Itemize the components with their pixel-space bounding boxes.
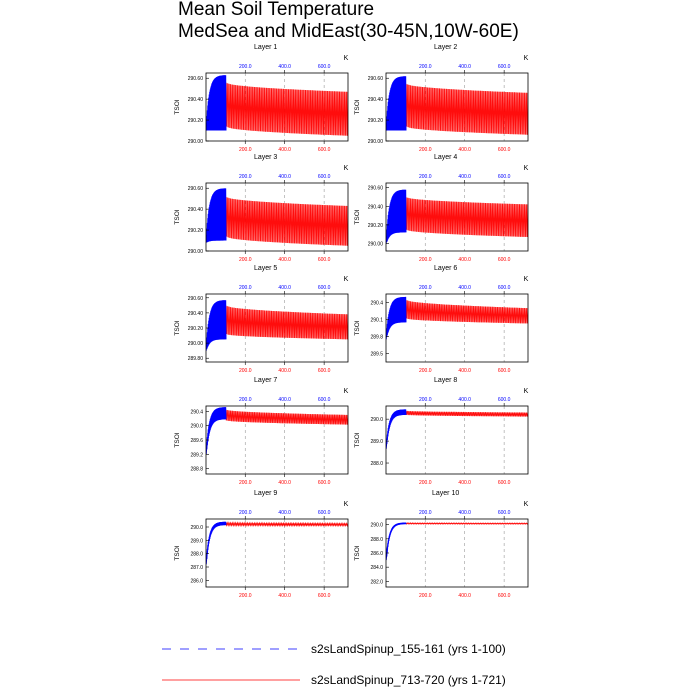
panel-title: Layer 9 (253, 490, 278, 497)
top-tick-label: 200.0 (238, 397, 252, 403)
top-tick-label: 400.0 (278, 285, 291, 291)
top-tick-label: 200.0 (418, 397, 432, 403)
top-tick-label: 600.0 (317, 285, 331, 291)
y-tick-label: 290.0 (370, 522, 383, 529)
y-axis-label: TSOI (174, 99, 181, 115)
y-tick-label: 290.40 (187, 97, 203, 104)
y-tick-label: 290.00 (367, 139, 383, 145)
bottom-tick-label: 600.0 (317, 593, 331, 599)
panel-7 (174, 377, 349, 486)
y-tick-label: 288.0 (370, 461, 383, 468)
y-axis-label: TSOI (174, 209, 181, 225)
y-tick-label: 289.8 (370, 334, 383, 341)
y-tick-label: 290.60 (187, 295, 203, 302)
unit-label: K (523, 276, 529, 283)
top-tick-label: 400.0 (278, 64, 291, 70)
panel-2 (354, 44, 529, 153)
y-tick-label: 290.60 (187, 186, 203, 193)
y-tick-label: 290.00 (367, 241, 383, 248)
top-tick-label: 400.0 (278, 397, 291, 403)
y-tick-label: 290.60 (187, 76, 203, 83)
y-axis-label: TSOI (174, 320, 181, 336)
unit-label: K (523, 165, 529, 172)
bottom-tick-label: 400.0 (458, 257, 471, 263)
panels-layer (174, 44, 529, 599)
panel-title: Layer 6 (433, 265, 458, 272)
bottom-tick-label: 400.0 (458, 368, 471, 374)
unit-label: K (343, 165, 349, 172)
top-tick-label: 400.0 (458, 174, 471, 180)
panel-title: Layer 1 (253, 44, 278, 51)
panel-5 (174, 265, 349, 374)
panel-title: Layer 10 (432, 490, 460, 497)
top-tick-label: 200.0 (238, 510, 252, 516)
top-tick-label: 400.0 (458, 64, 471, 70)
y-tick-label: 290.4 (190, 409, 203, 416)
y-axis-label: TSOI (354, 209, 361, 225)
panel-6 (354, 265, 529, 374)
top-tick-label: 400.0 (458, 510, 471, 516)
y-axis-label: TSOI (354, 432, 361, 448)
top-tick-label: 200.0 (238, 174, 252, 180)
top-tick-label: 200.0 (418, 64, 432, 70)
panel-title: Layer 7 (253, 377, 278, 384)
bottom-tick-label: 600.0 (317, 257, 331, 263)
y-tick-label: 288.8 (190, 466, 203, 473)
top-tick-label: 600.0 (317, 510, 331, 516)
y-axis-label: TSOI (354, 545, 361, 561)
panel-title: Layer 4 (433, 154, 458, 161)
top-tick-label: 200.0 (418, 174, 432, 180)
top-tick-label: 600.0 (497, 64, 511, 70)
bottom-tick-label: 200.0 (418, 147, 432, 153)
bottom-tick-label: 400.0 (458, 480, 471, 486)
series-run2-band (406, 411, 528, 417)
y-axis-label: TSOI (174, 432, 181, 448)
legend-item-1 (162, 642, 506, 656)
y-tick-label: 290.1 (370, 317, 383, 324)
panel-title: Layer 8 (433, 377, 458, 384)
y-tick-label: 290.20 (187, 118, 203, 125)
series-run2-band (226, 305, 348, 339)
series-run2-band (226, 410, 348, 425)
y-tick-label: 290.40 (187, 310, 203, 317)
bottom-tick-label: 200.0 (418, 368, 432, 374)
series-run1-band (386, 190, 406, 244)
y-tick-label: 289.80 (187, 356, 203, 363)
plot-area (206, 183, 349, 251)
y-tick-label: 290.00 (187, 139, 203, 145)
top-tick-label: 400.0 (458, 397, 471, 403)
y-tick-label: 290.40 (367, 97, 383, 104)
bottom-tick-label: 200.0 (418, 593, 432, 599)
panel-3 (174, 154, 349, 263)
bottom-tick-label: 600.0 (497, 593, 511, 599)
y-tick-label: 288.0 (190, 551, 203, 558)
bottom-tick-label: 200.0 (238, 480, 252, 486)
y-tick-label: 290.4 (370, 300, 383, 307)
bottom-tick-label: 600.0 (317, 480, 331, 486)
bottom-tick-label: 600.0 (317, 368, 331, 374)
y-tick-label: 290.00 (187, 341, 203, 348)
panel-8 (354, 377, 529, 486)
plot-area (386, 294, 529, 362)
bottom-tick-label: 400.0 (278, 593, 291, 599)
y-tick-label: 287.0 (190, 565, 203, 571)
y-tick-label: 290.40 (367, 204, 383, 211)
y-tick-label: 288.0 (370, 536, 383, 543)
legend-label: s2sLandSpinup_155-161 (yrs 1-100) (311, 642, 506, 656)
bottom-tick-label: 200.0 (418, 480, 432, 486)
panel-10 (354, 490, 529, 599)
plot-area (386, 406, 529, 474)
bottom-tick-label: 600.0 (497, 480, 511, 486)
legend-item-2 (162, 673, 506, 687)
panel-1 (174, 44, 349, 153)
unit-label: K (343, 501, 349, 508)
unit-label: K (343, 276, 349, 283)
y-tick-label: 290.20 (367, 222, 383, 229)
plot-area (386, 519, 529, 587)
series-run2-band (226, 197, 348, 246)
bottom-tick-label: 200.0 (418, 257, 432, 263)
y-tick-label: 290.40 (187, 207, 203, 214)
top-tick-label: 600.0 (317, 397, 331, 403)
series-run2-band (406, 83, 528, 134)
unit-label: K (523, 55, 529, 62)
series-run1 (206, 522, 226, 565)
series-run1-band (386, 76, 406, 130)
series-run2-band (406, 300, 528, 324)
y-tick-label: 289.0 (190, 538, 203, 545)
y-tick-label: 290.60 (367, 185, 383, 192)
series-run1 (386, 523, 406, 560)
bottom-tick-label: 200.0 (238, 593, 252, 599)
bottom-tick-label: 600.0 (497, 368, 511, 374)
top-tick-label: 600.0 (317, 64, 331, 70)
bottom-tick-label: 400.0 (278, 480, 291, 486)
plot-area (206, 519, 349, 587)
chart-title-line1: Mean Soil Temperature (178, 0, 375, 20)
y-tick-label: 290.20 (187, 326, 203, 332)
legend (162, 642, 506, 687)
top-tick-label: 200.0 (238, 64, 252, 70)
y-tick-label: 289.2 (190, 452, 203, 459)
top-tick-label: 400.0 (458, 285, 471, 291)
unit-label: K (523, 501, 529, 508)
unit-label: K (343, 388, 349, 395)
bottom-tick-label: 200.0 (238, 257, 252, 263)
bottom-tick-label: 200.0 (238, 147, 252, 153)
plot-frame (386, 519, 528, 587)
top-tick-label: 200.0 (418, 285, 432, 291)
bottom-tick-label: 400.0 (278, 147, 291, 153)
series-run2-band (406, 197, 528, 237)
top-tick-label: 200.0 (238, 285, 252, 291)
top-tick-label: 600.0 (497, 510, 511, 516)
legend-label: s2sLandSpinup_713-720 (yrs 1-721) (311, 673, 506, 687)
bottom-tick-label: 600.0 (317, 147, 331, 153)
y-axis-label: TSOI (354, 320, 361, 336)
y-tick-label: 284.0 (370, 565, 383, 572)
y-tick-label: 286.0 (370, 551, 383, 557)
bottom-tick-label: 600.0 (497, 147, 511, 153)
y-tick-label: 289.5 (370, 351, 383, 358)
plot-area (386, 183, 529, 251)
unit-label: K (523, 388, 529, 395)
series-run1-band (206, 407, 226, 454)
panel-9 (174, 490, 349, 599)
y-tick-label: 282.0 (370, 579, 383, 586)
series-run1-band (206, 188, 226, 242)
top-tick-label: 400.0 (278, 174, 291, 180)
y-tick-label: 290.0 (370, 417, 383, 424)
series-run2-band (226, 82, 348, 135)
y-tick-label: 290.20 (367, 118, 383, 125)
unit-label: K (343, 55, 349, 62)
plot-frame (206, 519, 348, 587)
top-tick-label: 200.0 (418, 510, 432, 516)
y-tick-label: 290.60 (367, 76, 383, 83)
top-tick-label: 600.0 (497, 174, 511, 180)
y-tick-label: 290.20 (187, 228, 203, 235)
y-tick-label: 289.0 (370, 439, 383, 446)
bottom-tick-label: 400.0 (458, 593, 471, 599)
y-tick-label: 286.0 (190, 578, 203, 585)
bottom-tick-label: 400.0 (458, 147, 471, 153)
top-tick-label: 600.0 (497, 397, 511, 403)
bottom-tick-label: 400.0 (278, 257, 291, 263)
top-tick-label: 600.0 (317, 174, 331, 180)
chart-title-line2: MedSea and MidEast(30-45N,10W-60E) (178, 21, 519, 42)
y-tick-label: 290.0 (190, 423, 203, 430)
bottom-tick-label: 400.0 (278, 368, 291, 374)
panel-title: Layer 2 (433, 44, 458, 51)
plot-area (386, 73, 529, 141)
plot-area (206, 294, 349, 362)
y-tick-label: 289.6 (190, 438, 203, 444)
y-tick-label: 290.00 (187, 249, 203, 255)
panel-4 (354, 154, 529, 263)
panel-title: Layer 3 (253, 154, 278, 161)
y-tick-label: 290.0 (190, 525, 203, 531)
y-axis-label: TSOI (354, 99, 361, 115)
plot-area (206, 73, 349, 141)
bottom-tick-label: 200.0 (238, 368, 252, 374)
plot-area (206, 406, 349, 474)
top-tick-label: 600.0 (497, 285, 511, 291)
y-axis-label: TSOI (174, 545, 181, 561)
series-run1-band (206, 75, 226, 130)
panel-title: Layer 5 (253, 265, 278, 272)
bottom-tick-label: 600.0 (497, 257, 511, 263)
top-tick-label: 400.0 (278, 510, 291, 516)
series-run1-band (386, 297, 406, 339)
